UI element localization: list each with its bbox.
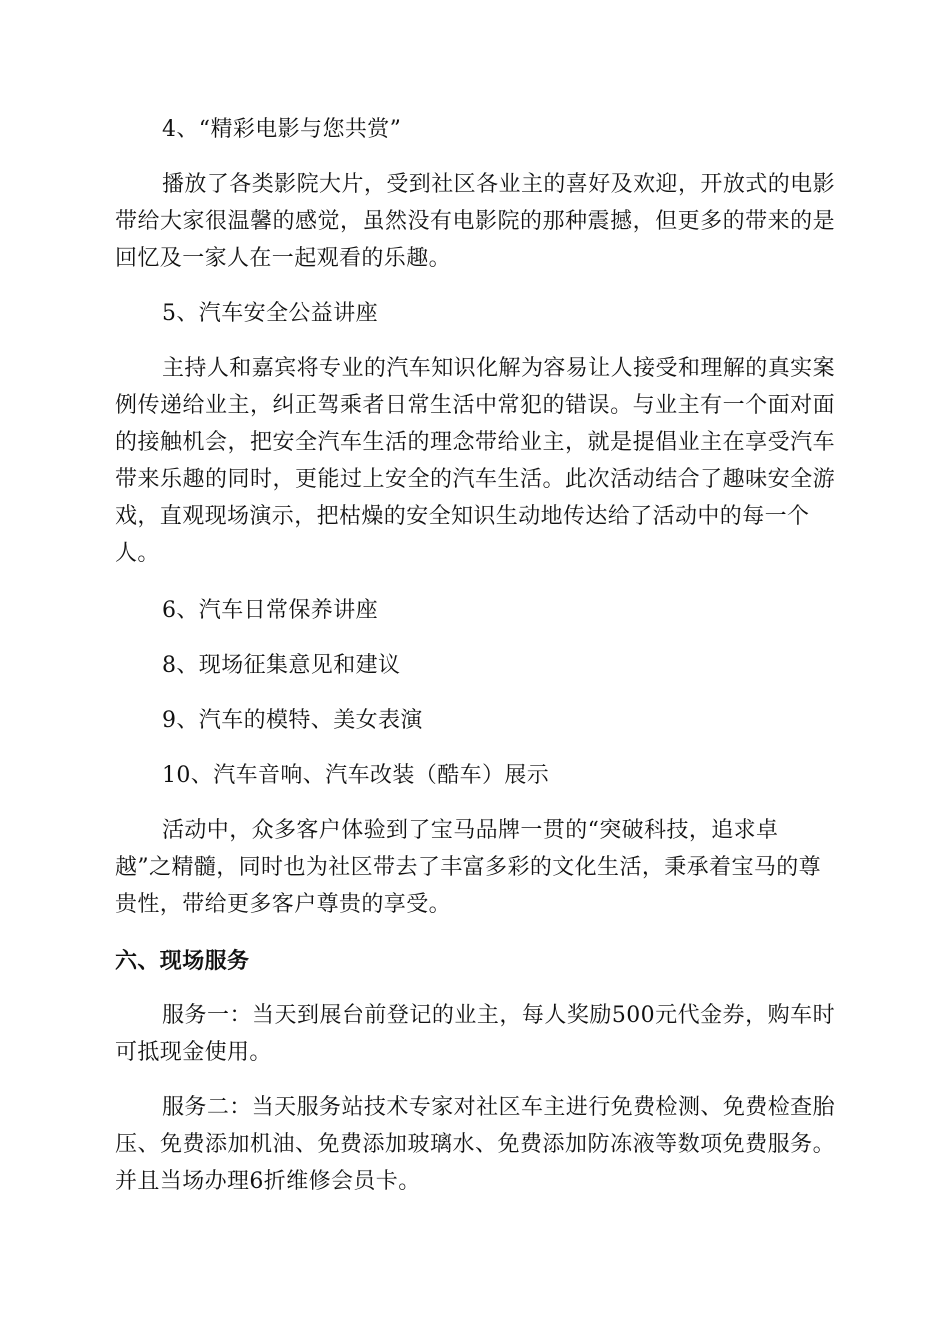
item-4-paragraph-line: 播放了各类影院大片，受到社区各业主的喜好及欢迎，开放式的电影 xyxy=(162,172,835,197)
item-5-paragraph-line: 人。 xyxy=(115,541,160,566)
summary-paragraph-line: 活动中，众多客户体验到了宝马品牌一贯的“突破科技，追求卓 xyxy=(162,818,779,843)
item-5-paragraph-line: 戏，直观现场演示，把枯燥的安全知识生动地传达给了活动中的每一个 xyxy=(115,504,810,529)
item-10-title: 10、汽车音响、汽车改装（酷车）展示 xyxy=(162,763,550,788)
item-4-title: 4、“精彩电影与您共赏” xyxy=(162,117,402,142)
summary-paragraph-line: 越”之精髓，同时也为社区带去了丰富多彩的文化生活，秉承着宝马的尊 xyxy=(115,855,822,880)
item-8-title: 8、现场征集意见和建议 xyxy=(162,653,401,678)
service-1-paragraph-line: 可抵现金使用。 xyxy=(115,1040,272,1065)
item-6-title: 6、汽车日常保养讲座 xyxy=(162,598,378,623)
section-6-heading: 六、现场服务 xyxy=(115,948,250,974)
service-2-paragraph-line: 压、免费添加机油、免费添加玻璃水、免费添加防冻液等数项免费服务。 xyxy=(115,1132,835,1157)
item-5-paragraph-line: 主持人和嘉宾将专业的汽车知识化解为容易让人接受和理解的真实案 xyxy=(162,356,835,381)
item-9-title: 9、汽车的模特、美女表演 xyxy=(162,708,423,733)
service-1-paragraph-line: 服务一：当天到展台前登记的业主，每人奖励500元代金券，购车时 xyxy=(162,1003,835,1028)
summary-paragraph-line: 贵性，带给更多客户尊贵的享受。 xyxy=(115,892,452,917)
item-5-title: 5、汽车安全公益讲座 xyxy=(162,301,378,326)
item-4-paragraph-line: 带给大家很温馨的感觉，虽然没有电影院的那种震撼，但更多的带来的是 xyxy=(115,209,835,234)
item-5-paragraph-line: 带来乐趣的同时，更能过上安全的汽车生活。此次活动结合了趣味安全游 xyxy=(115,467,835,492)
service-2-paragraph-line: 服务二：当天服务站技术专家对社区车主进行免费检测、免费检查胎 xyxy=(162,1095,835,1120)
item-5-paragraph-line: 的接触机会，把安全汽车生活的理念带给业主，就是提倡业主在享受汽车 xyxy=(115,430,835,455)
item-5-paragraph-line: 例传递给业主，纠正驾乘者日常生活中常犯的错误。与业主有一个面对面 xyxy=(115,393,835,418)
item-4-paragraph-line: 回忆及一家人在一起观看的乐趣。 xyxy=(115,246,452,271)
service-2-paragraph-line: 并且当场办理6折维修会员卡。 xyxy=(115,1169,421,1194)
